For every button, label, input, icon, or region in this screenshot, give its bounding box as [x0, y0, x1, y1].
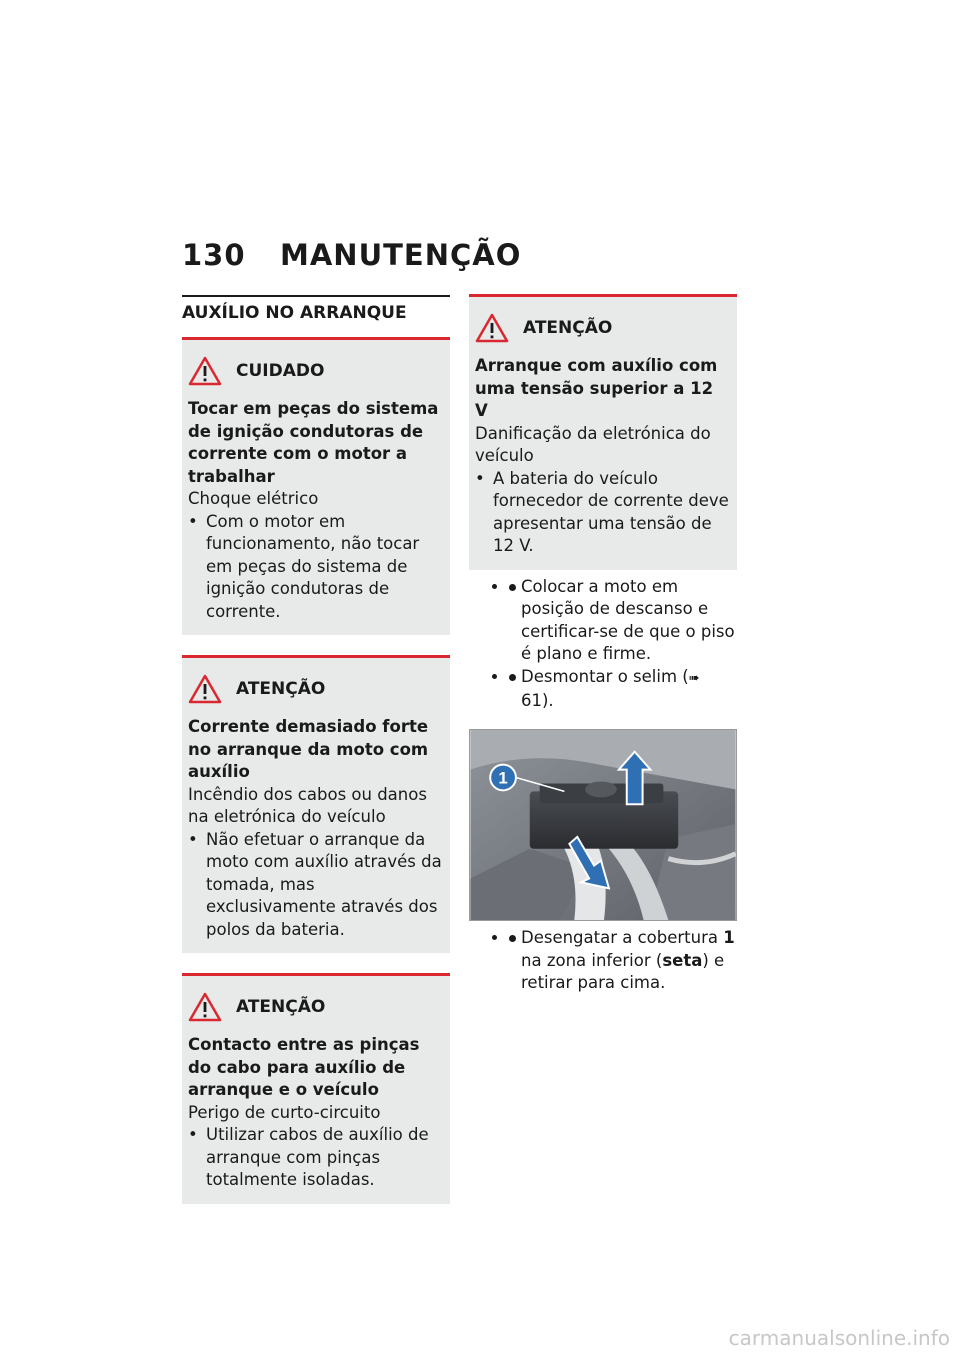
steps-list	[469, 576, 737, 713]
note-head	[188, 992, 444, 1022]
note-label: ATENÇÃO	[523, 317, 613, 338]
seat-cover-photo	[469, 729, 737, 921]
note-label: ATENÇÃO	[236, 996, 326, 1017]
note-bullet: • A bateria do veículo fornecedor de corrente deve apresentar uma tensão de 12 V.	[475, 468, 731, 558]
note-label: CUIDADO	[236, 360, 325, 381]
note-consequence: Perigo de curto-circuito	[188, 1102, 381, 1122]
step-text: na zona inferior (	[521, 950, 663, 970]
attention-note	[469, 294, 737, 570]
attention-note	[182, 973, 450, 1204]
warning-triangle-icon	[475, 313, 509, 343]
section-title: AUXÍLIO NO ARRANQUE	[182, 295, 450, 337]
step-text: Desmontar o selim (	[521, 666, 689, 686]
steps-list	[469, 927, 737, 995]
callout-number: 1	[498, 768, 508, 788]
warning-triangle-icon	[188, 992, 222, 1022]
warning-triangle-icon	[188, 356, 222, 386]
right-column	[469, 294, 737, 1011]
note-bullet: • Utilizar cabos de auxílio de arranque com pinças totalmente isoladas.	[188, 1124, 444, 1192]
attention-note	[182, 655, 450, 953]
note-consequence: Incêndio dos cabos ou danos na eletrónica do veículo	[188, 784, 427, 826]
note-bullet: • Não efetuar o arranque da moto com auxílio através da tomada, mas exclusivamente através dos polos da bateria.	[188, 829, 444, 942]
step-item: • Colocar a moto em posição de descanso e certificar-se de que o piso é plano e firme.	[509, 576, 737, 666]
step-text: ) e retirar para cima.	[521, 950, 725, 992]
note-consequence: Danificação da eletrónica do veículo	[475, 423, 711, 465]
callout-ref: 1	[723, 928, 735, 947]
note-consequence: Choque elétrico	[188, 489, 319, 508]
page-reference: 61).	[521, 691, 554, 710]
watermark: carmanualsonline.info	[728, 1326, 950, 1350]
note-title: Contacto entre as pinças do cabo para auxílio de arranque e o veículo	[188, 1035, 420, 1099]
step-text: Desengatar a cobertura	[521, 928, 724, 947]
note-bullet: • Com o motor em funcionamento, não tocar em peças do sistema de ignição condutoras de corrente.	[188, 511, 444, 624]
page-header	[182, 238, 521, 272]
left-column	[182, 295, 450, 1224]
note-title: Tocar em peças do sistema de ignição condutoras de corrente com o motor a trabalhar	[188, 399, 439, 486]
note-head	[475, 313, 731, 343]
note-head	[188, 356, 444, 386]
warning-triangle-icon	[188, 674, 222, 704]
step-item	[509, 927, 737, 995]
note-title: Corrente demasiado forte no arranque da moto com auxílio	[188, 717, 429, 781]
note-title: Arranque com auxílio com uma tensão superior a 12 V	[475, 356, 718, 420]
step-item	[509, 666, 737, 713]
reference-arrow-icon: ➠	[688, 670, 700, 686]
note-label: ATENÇÃO	[236, 678, 326, 699]
arrow-ref: seta	[662, 950, 703, 970]
page-number: 130	[182, 238, 246, 272]
note-head	[188, 674, 444, 704]
caution-note	[182, 337, 450, 635]
chapter-title: MANUTENÇÃO	[280, 238, 522, 272]
